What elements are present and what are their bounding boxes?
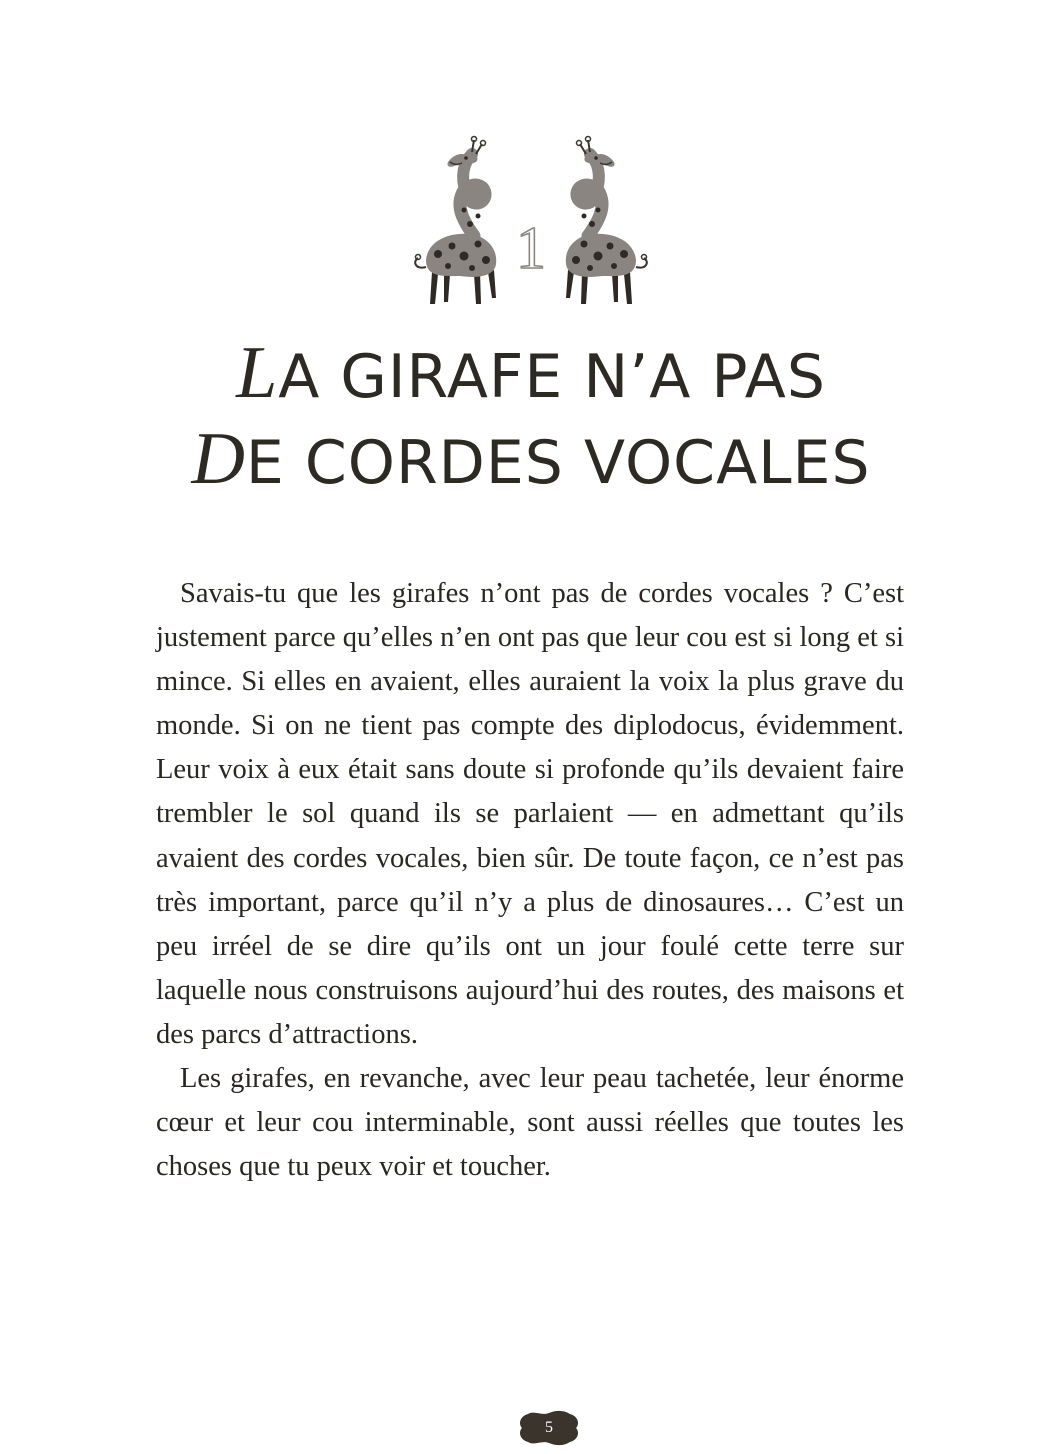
paragraph-1: Savais-tu que les girafes n’ont pas de cordes vocales ? C’est justement parce qu’elles n’en ont pas que leur cou est si long et si mince. Si elles en avaient, elles auraient la voix la plus grave du monde. Si on ne tient pas compte des diplodocus, évidemment. Leur voix à eux était sans doute si profonde qu’ils devaient faire trembler le sol quand ils se parlaient — en admettant qu’ils avaient des cordes vocales, bien sûr. De toute façon, ce n’est pas très important, parce qu’il n’y a plus de dinosaures… C’est un peu irréel de se dire qu’ils ont un jour foulé cette terre sur laquelle nous construisons aujourd’hui des routes, des maisons et des parcs d’attractions. [156, 578, 904, 1050]
page-number-badge [518, 1410, 580, 1446]
chapter-number: 1 [516, 215, 546, 281]
chapter-title-line-1: LA GIRAFE N’A PAS [236, 332, 826, 414]
paragraph-2: Les girafes, en revanche, avec leur peau tachetée, leur énorme cœur et leur cou interminable, sont aussi réelles que toutes les choses que tu peux voir et toucher. [156, 1063, 904, 1183]
chapter-title-line-2: DE CORDES VOCALES [191, 418, 871, 500]
giraffe-left-icon [415, 137, 496, 305]
chapter-body [156, 572, 904, 1189]
page-number: 5 [545, 1419, 553, 1436]
chapter-title [100, 332, 962, 504]
giraffe-right-icon [566, 137, 647, 305]
